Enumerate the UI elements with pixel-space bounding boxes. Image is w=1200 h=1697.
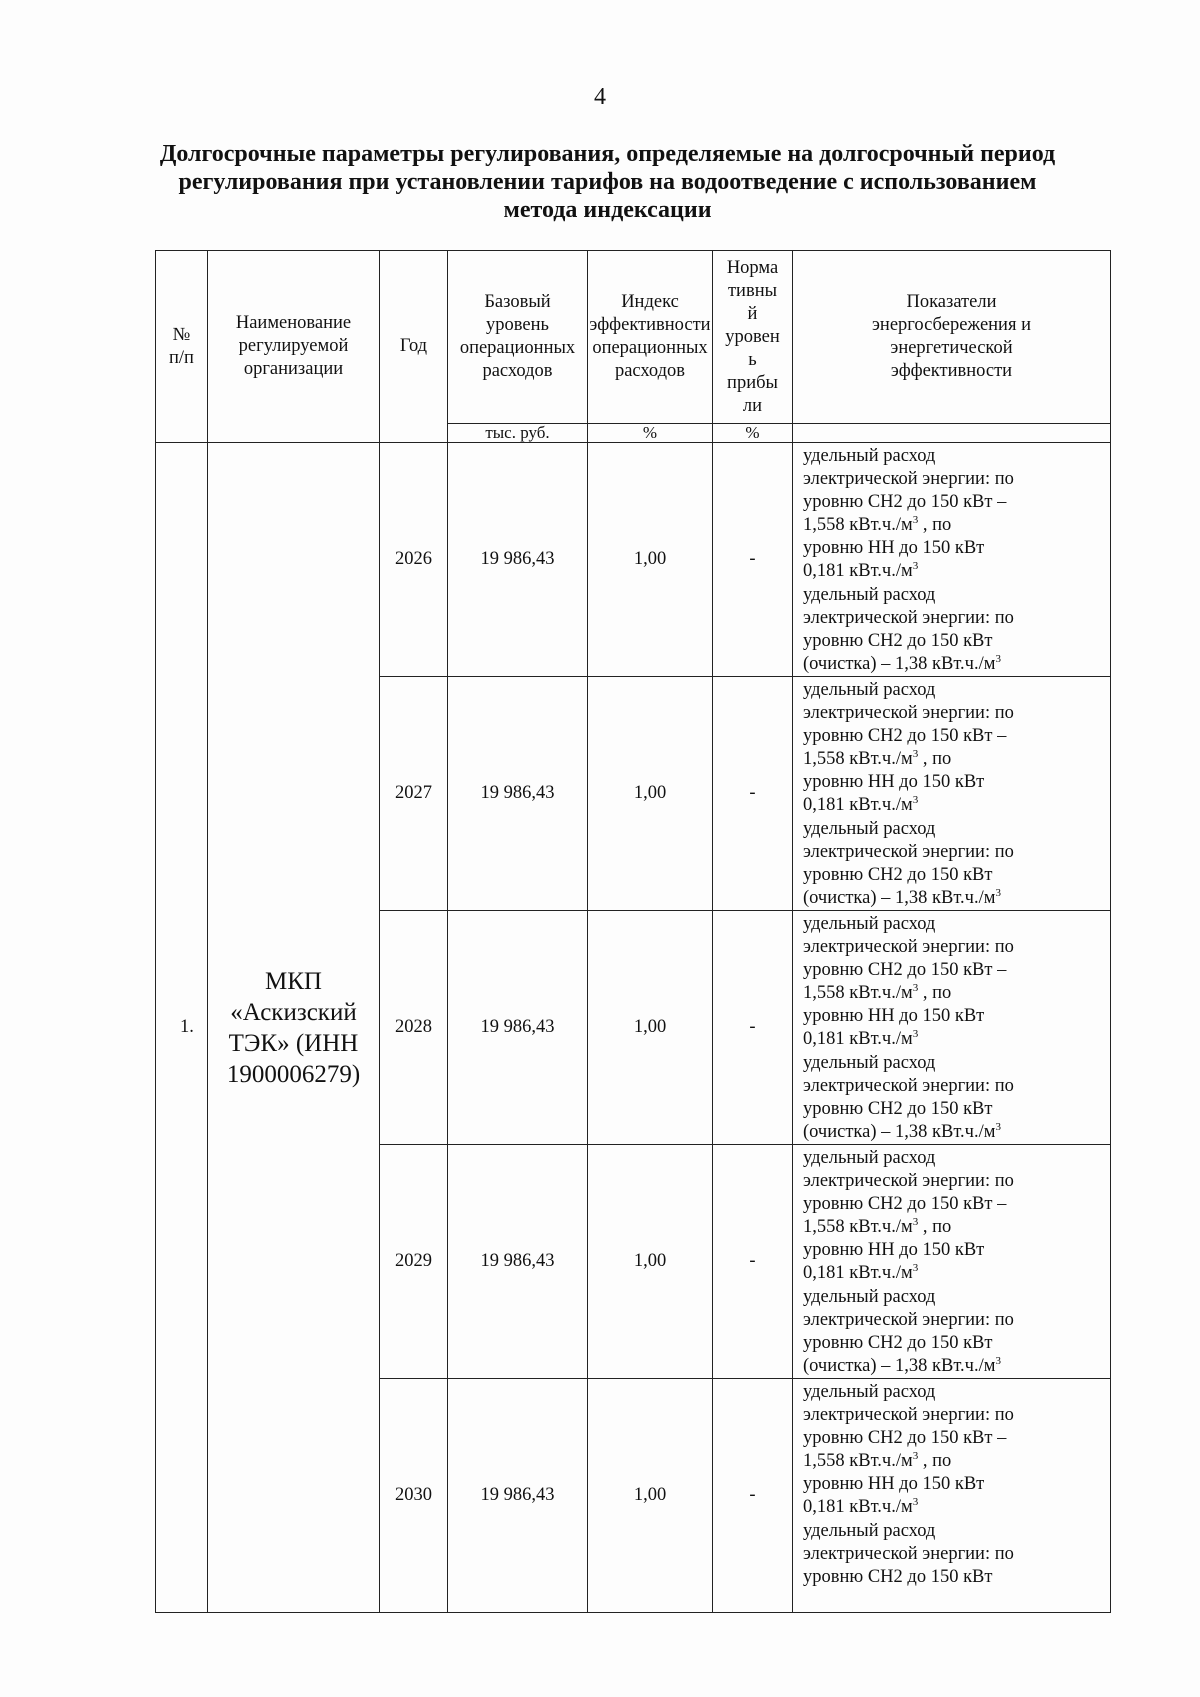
title-line: Долгосрочные параметры регулирования, определяемые на долгосрочный период <box>159 141 1056 167</box>
header-row <box>156 251 1111 424</box>
indicator-text-suffix: , по <box>918 749 952 770</box>
indicator-text-line <box>803 1075 1108 1098</box>
indicator-text-line <box>803 1216 1108 1239</box>
indicator-text: электрической энергии: по <box>803 1171 1014 1192</box>
indicator-text: 0,181 кВт.ч./м <box>803 1029 913 1050</box>
indicator-text: электрической энергии: по <box>803 1405 1014 1426</box>
indicator-text-suffix: , по <box>918 983 952 1004</box>
superscript-3: 3 <box>912 1262 919 1275</box>
indicator-text: 1,558 кВт.ч./м <box>803 983 913 1004</box>
energy-indicators-cell <box>793 677 1111 911</box>
indicator-text-line <box>803 1381 1108 1404</box>
header-text-line: энергосбережения и <box>871 315 1031 335</box>
header-text-line: операционных <box>459 338 576 358</box>
indicator-text: уровню СН2 до 150 кВт – <box>803 1428 1007 1449</box>
indicator-text-line <box>803 771 1108 794</box>
header-year: Год <box>380 251 448 443</box>
indicator-text-line <box>803 1005 1108 1028</box>
header-text-line: эффективности <box>589 315 711 335</box>
indicator-text: уровню СН2 до 150 кВт <box>803 1332 993 1353</box>
indicator-text-line <box>803 1239 1108 1262</box>
normative-profit-cell: - <box>713 677 793 911</box>
superscript-3: 3 <box>912 1496 919 1509</box>
header-text-line: эффективности <box>890 361 1013 381</box>
normative-profit-cell: - <box>713 1145 793 1379</box>
indicator-text-line <box>803 607 1108 630</box>
indicator-text-line <box>803 560 1108 583</box>
indicator-text: уровню НН до 150 кВт <box>803 538 985 559</box>
indicator-text: (очистка) – 1,38 кВт.ч./м <box>803 653 996 674</box>
indicator-text-line <box>803 913 1108 936</box>
header-text-line: энергетической <box>890 338 1013 358</box>
indicator-text: электрической энергии: по <box>803 841 1014 862</box>
indicator-text: уровню НН до 150 кВт <box>803 1240 985 1261</box>
indicator-text-line <box>803 445 1108 468</box>
superscript-3: 3 <box>995 1354 1001 1367</box>
indicator-text: уровню НН до 150 кВт <box>803 1474 985 1495</box>
year-cell: 2030 <box>380 1379 448 1613</box>
indicator-text: уровню СН2 до 150 кВт <box>803 864 993 885</box>
header-energy-indicators <box>793 251 1111 424</box>
header-text-line: регулируемой <box>238 336 349 356</box>
header-text-line: Базовый <box>484 292 551 312</box>
normative-profit-cell: - <box>713 1379 793 1613</box>
indicator-text: 1,558 кВт.ч./м <box>803 1451 913 1472</box>
superscript-3: 3 <box>912 794 919 807</box>
superscript-3: 3 <box>912 514 919 527</box>
indicator-text: 1,558 кВт.ч./м <box>803 749 913 770</box>
indicator-text-line <box>803 584 1108 607</box>
header-normative-profit <box>713 251 793 424</box>
header-text-line: расходов <box>482 361 553 381</box>
header-text-line: уровен <box>725 326 780 347</box>
indicator-text-line <box>803 1427 1108 1450</box>
indicator-text-suffix: , по <box>918 1217 952 1238</box>
page-number: 4 <box>594 84 606 110</box>
superscript-3: 3 <box>995 652 1001 665</box>
unit-index: % <box>588 424 713 443</box>
indicator-text: уровню НН до 150 кВт <box>803 1006 985 1027</box>
indicator-text: 0,181 кВт.ч./м <box>803 561 913 582</box>
indicator-text: уровню СН2 до 150 кВт <box>803 1566 993 1587</box>
indicator-text-line <box>803 1098 1108 1121</box>
header-text-line: й <box>747 303 758 324</box>
indicator-text-line <box>803 679 1108 702</box>
indicator-text: удельный расход <box>803 1148 936 1168</box>
indicator-text-line <box>803 936 1108 959</box>
indicator-text: уровню СН2 до 150 кВт – <box>803 960 1007 981</box>
year-cell: 2026 <box>380 443 448 677</box>
indicator-text-line <box>803 725 1108 748</box>
superscript-3: 3 <box>995 886 1001 899</box>
header-text-line: ли <box>742 395 763 416</box>
title-line: метода индексации <box>503 197 712 223</box>
document-title <box>120 140 1095 224</box>
indicator-text: электрической энергии: по <box>803 1543 1014 1564</box>
header-organization <box>208 251 380 443</box>
base-opex-cell: 19 986,43 <box>448 677 588 911</box>
indicator-text-line <box>803 864 1108 887</box>
indicator-text-line <box>803 702 1108 725</box>
indicator-text-line <box>803 491 1108 514</box>
header-text-line: Норма <box>726 257 779 278</box>
efficiency-index-cell: 1,00 <box>588 911 713 1145</box>
indicator-text: удельный расход <box>803 584 936 605</box>
indicator-text: 0,181 кВт.ч./м <box>803 1497 913 1518</box>
indicator-text-line <box>803 1543 1108 1566</box>
indicator-text-line <box>803 1262 1108 1285</box>
indicator-text-line <box>803 1286 1108 1309</box>
indicator-text: (очистка) – 1,38 кВт.ч./м <box>803 1355 996 1376</box>
indicator-text: удельный расход <box>803 1520 936 1541</box>
indicator-text: удельный расход <box>803 914 936 934</box>
indicator-text: (очистка) – 1,38 кВт.ч./м <box>803 887 996 908</box>
indicator-text: уровню СН2 до 150 кВт – <box>803 492 1007 513</box>
indicator-text: электрической энергии: по <box>803 607 1014 628</box>
indicator-text: 0,181 кВт.ч./м <box>803 1263 913 1284</box>
unit-norm: % <box>713 424 793 443</box>
year-cell: 2028 <box>380 911 448 1145</box>
energy-indicators-cell <box>793 1379 1111 1613</box>
organization-name <box>208 443 380 1613</box>
indicator-text-line <box>803 468 1108 491</box>
parameters-table <box>155 250 1111 1613</box>
indicator-text: (очистка) – 1,38 кВт.ч./м <box>803 1121 996 1142</box>
indicator-text-line <box>803 630 1108 653</box>
header-text-line: организации <box>243 359 344 379</box>
indicator-text-line <box>803 1332 1108 1355</box>
indicator-text: электрической энергии: по <box>803 1309 1014 1330</box>
indicator-text: удельный расход <box>803 818 936 839</box>
organization-name-line: 1900006279) <box>226 1060 361 1088</box>
indicator-text-line <box>803 887 1108 910</box>
indicator-text-line <box>803 841 1108 864</box>
superscript-3: 3 <box>912 1216 919 1229</box>
header-text-line: тивны <box>727 280 778 301</box>
indicator-text-line <box>803 1170 1108 1193</box>
indicator-text: уровню СН2 до 150 кВт <box>803 630 993 651</box>
unit-indicators <box>793 424 1111 443</box>
indicator-text-line <box>803 818 1108 841</box>
indicator-text-line <box>803 653 1108 676</box>
indicator-text-line <box>803 537 1108 560</box>
row-number: 1. <box>156 443 208 1613</box>
indicator-text: удельный расход <box>803 446 936 466</box>
indicator-text: уровню СН2 до 150 кВт – <box>803 726 1007 747</box>
efficiency-index-cell: 1,00 <box>588 677 713 911</box>
energy-indicators-cell <box>793 1145 1111 1379</box>
header-efficiency-index <box>588 251 713 424</box>
year-cell: 2027 <box>380 677 448 911</box>
indicator-text: электрической энергии: по <box>803 469 1014 490</box>
header-text-line: прибы <box>727 372 778 393</box>
superscript-3: 3 <box>912 1450 919 1463</box>
header-text-line: ь <box>748 349 757 370</box>
indicator-text-line <box>803 748 1108 771</box>
normative-profit-cell: - <box>713 443 793 677</box>
indicator-text: удельный расход <box>803 1382 936 1402</box>
indicator-text: удельный расход <box>803 680 936 700</box>
table-body <box>156 443 1111 1613</box>
normative-profit-cell: - <box>713 911 793 1145</box>
title-line: регулирования при установлении тарифов на водоотведение с использованием <box>178 169 1037 195</box>
table-row <box>156 443 1111 677</box>
superscript-3: 3 <box>912 982 919 995</box>
indicator-text: электрической энергии: по <box>803 937 1014 958</box>
indicator-text-line <box>803 1404 1108 1427</box>
organization-name-line: ТЭК» (ИНН <box>228 1029 359 1057</box>
base-opex-cell: 19 986,43 <box>448 1145 588 1379</box>
indicator-text-suffix: , по <box>918 1451 952 1472</box>
header-num <box>156 251 208 443</box>
energy-indicators-cell <box>793 911 1111 1145</box>
indicator-text-line <box>803 959 1108 982</box>
organization-name-line: МКП <box>265 967 322 995</box>
superscript-3: 3 <box>912 1028 919 1041</box>
header-text-line: уровень <box>486 315 549 335</box>
header-text-line: п/п <box>169 347 194 368</box>
indicator-text: удельный расход <box>803 1052 936 1073</box>
header-text-line: Показатели <box>906 292 997 312</box>
base-opex-cell: 19 986,43 <box>448 1379 588 1613</box>
header-text-line: операционных <box>592 338 708 358</box>
unit-base: тыс. руб. <box>448 424 588 443</box>
header-base-opex <box>448 251 588 424</box>
base-opex-cell: 19 986,43 <box>448 443 588 677</box>
indicator-text-suffix: , по <box>918 515 952 536</box>
indicator-text: 1,558 кВт.ч./м <box>803 1217 913 1238</box>
indicator-text: электрической энергии: по <box>803 1075 1014 1096</box>
indicator-text-line <box>803 794 1108 817</box>
header-text-line: расходов <box>614 361 686 381</box>
indicator-text-line <box>803 1473 1108 1496</box>
efficiency-index-cell: 1,00 <box>588 1145 713 1379</box>
indicator-text-line <box>803 1355 1108 1378</box>
indicator-text: уровню СН2 до 150 кВт <box>803 1098 993 1119</box>
indicator-text: удельный расход <box>803 1286 936 1307</box>
indicator-text-line <box>803 1147 1108 1170</box>
organization-name-line: «Аскизский <box>230 998 357 1026</box>
superscript-3: 3 <box>912 748 919 761</box>
indicator-text: уровню НН до 150 кВт <box>803 772 985 793</box>
indicator-text: электрической энергии: по <box>803 703 1014 724</box>
efficiency-index-cell: 1,00 <box>588 1379 713 1613</box>
efficiency-index-cell: 1,00 <box>588 443 713 677</box>
indicator-text-line <box>803 1520 1108 1543</box>
indicator-text-line <box>803 1028 1108 1051</box>
indicator-text-line <box>803 1309 1108 1332</box>
indicator-text-line <box>803 1193 1108 1216</box>
indicator-text-line <box>803 1052 1108 1075</box>
indicator-text-line <box>803 1496 1108 1519</box>
header-text-line: Наименование <box>235 313 352 333</box>
indicator-text-line <box>803 514 1108 537</box>
indicator-text: уровню СН2 до 150 кВт – <box>803 1194 1007 1215</box>
header-text-line: № <box>172 324 191 345</box>
superscript-3: 3 <box>995 1120 1001 1133</box>
indicator-text-line <box>803 1450 1108 1473</box>
year-cell: 2029 <box>380 1145 448 1379</box>
header-text-line: Индекс <box>621 292 679 312</box>
indicator-text-line <box>803 982 1108 1005</box>
indicator-text: 0,181 кВт.ч./м <box>803 795 913 816</box>
base-opex-cell: 19 986,43 <box>448 911 588 1145</box>
indicator-text-line <box>803 1121 1108 1144</box>
indicator-text: 1,558 кВт.ч./м <box>803 515 913 536</box>
superscript-3: 3 <box>912 560 919 573</box>
energy-indicators-cell <box>793 443 1111 677</box>
indicator-text-line <box>803 1566 1108 1589</box>
